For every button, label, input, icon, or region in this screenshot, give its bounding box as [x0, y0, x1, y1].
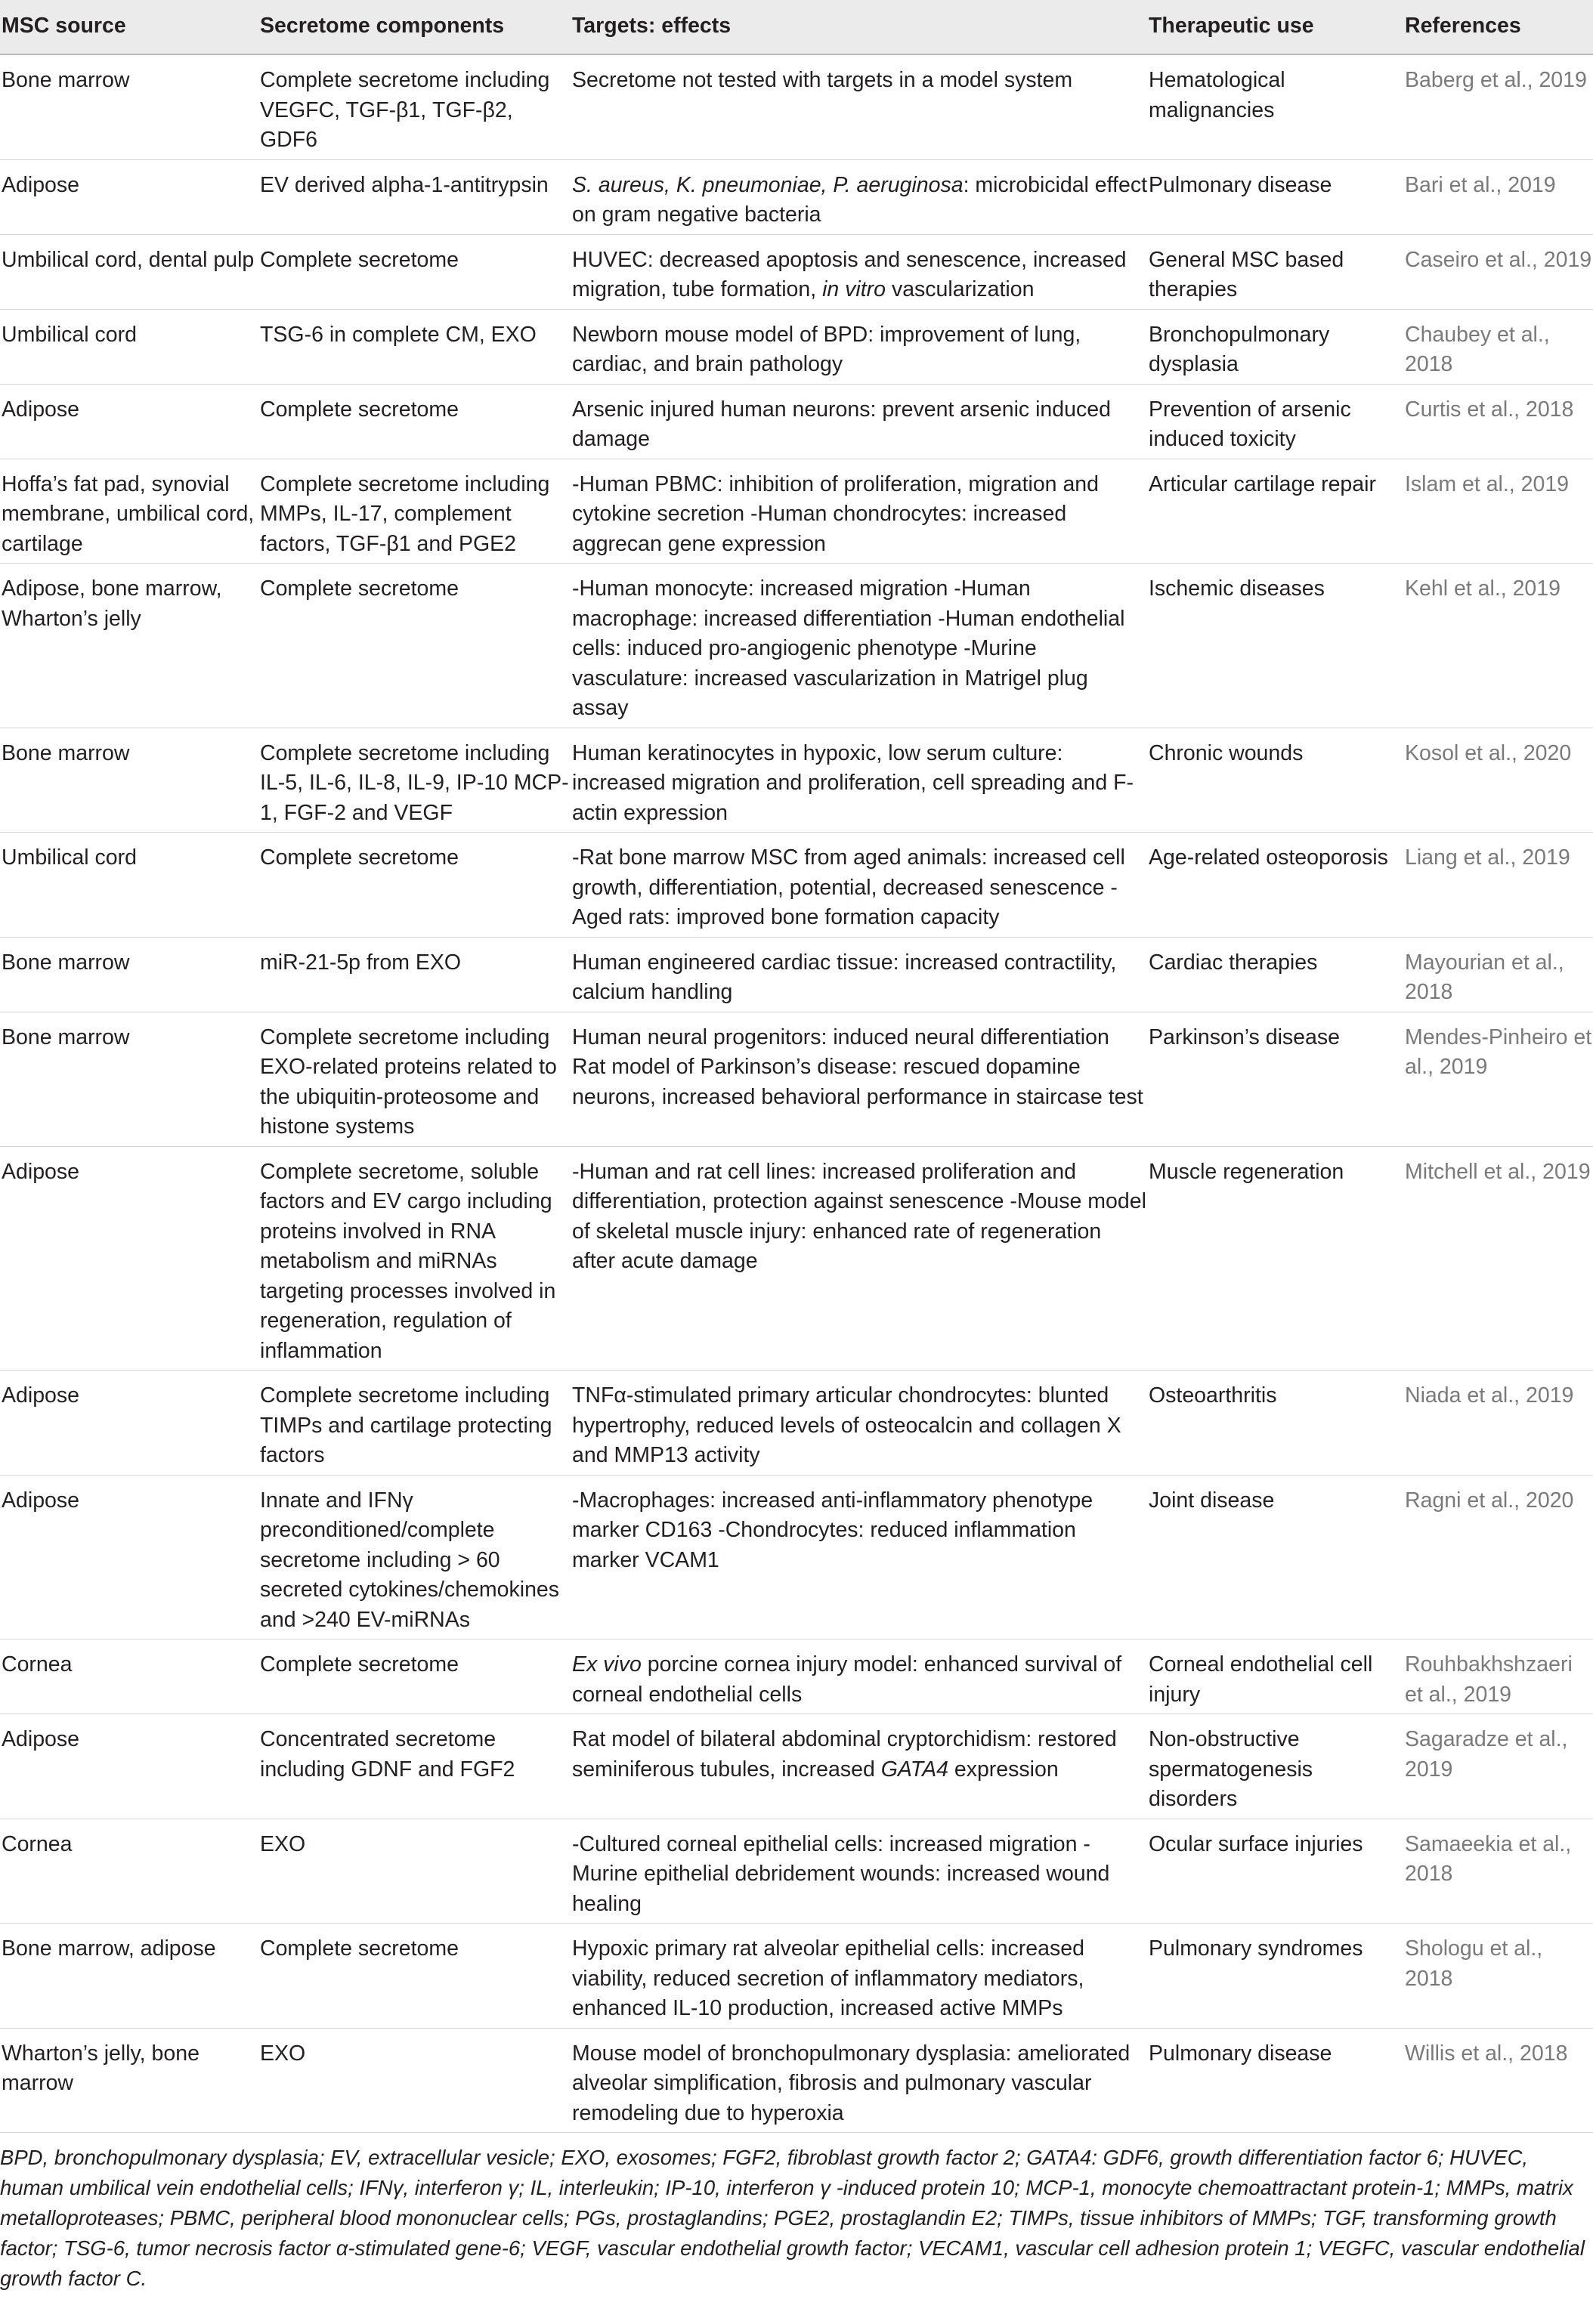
targets-text-end: vascularization	[886, 277, 1035, 301]
cell-targets-effects	[572, 309, 1149, 384]
cell-targets-effects	[572, 728, 1149, 833]
cell-secretome-components: EV derived alpha-1-antitrypsin	[260, 159, 572, 234]
targets-text: -Human monocyte: increased migration -Human macrophage: increased differentiation -Human endothelial cells: induced pro-angiogenic phenotype -Murine vasculature: increased vascularization in Matrigel plug assay	[572, 576, 1125, 720]
cell-secretome-components: Complete secretome including EXO-related proteins related to the ubiquitin-proteosome and histone systems	[260, 1012, 572, 1146]
cell-msc-source: Adipose, bone marrow, Wharton’s jelly	[0, 564, 260, 728]
cell-therapeutic-use: Corneal endothelial cell injury	[1149, 1639, 1405, 1714]
cell-therapeutic-use: Parkinson’s disease	[1149, 1012, 1405, 1146]
cell-therapeutic-use: Age-related osteoporosis	[1149, 833, 1405, 938]
cell-secretome-components: Complete secretome	[260, 564, 572, 728]
cell-therapeutic-use: Non-obstructive spermatogenesis disorders	[1149, 1714, 1405, 1819]
table-row	[0, 309, 1593, 384]
cell-therapeutic-use: Osteoarthritis	[1149, 1371, 1405, 1476]
cell-reference: Rouhbakhshzaeri et al., 2019	[1405, 1639, 1593, 1714]
table-row	[0, 833, 1593, 938]
cell-reference: Shologu et al., 2018	[1405, 1924, 1593, 2029]
cell-therapeutic-use: Pulmonary disease	[1149, 159, 1405, 234]
cell-targets-effects	[572, 54, 1149, 159]
cell-msc-source: Adipose	[0, 1475, 260, 1639]
table-row	[0, 1639, 1593, 1714]
targets-text: Secretome not tested with targets in a model system	[572, 68, 1073, 92]
cell-msc-source: Umbilical cord	[0, 309, 260, 384]
table-row	[0, 564, 1593, 728]
cell-targets-effects	[572, 937, 1149, 1012]
cell-secretome-components: Complete secretome including TIMPs and cartilage protecting factors	[260, 1371, 572, 1476]
targets-text: -Rat bone marrow MSC from aged animals: increased cell growth, differentiation, potential, decreased senescence -Aged rats: improved bone formation capacity	[572, 845, 1125, 929]
cell-targets-effects	[572, 1714, 1149, 1819]
table-row	[0, 1714, 1593, 1819]
table-row	[0, 1371, 1593, 1476]
cell-msc-source: Bone marrow	[0, 54, 260, 159]
cell-secretome-components: Innate and IFNγ preconditioned/complete secretome including > 60 secreted cytokines/chemokines and >240 EV-miRNAs	[260, 1475, 572, 1639]
cell-therapeutic-use: Pulmonary disease	[1149, 2028, 1405, 2133]
cell-reference: Mayourian et al., 2018	[1405, 937, 1593, 1012]
table-body	[0, 54, 1593, 2133]
header-therapeutic-use: Therapeutic use	[1149, 0, 1405, 54]
cell-reference: Mitchell et al., 2019	[1405, 1146, 1593, 1371]
cell-reference: Bari et al., 2019	[1405, 159, 1593, 234]
table-footnote: BPD, bronchopulmonary dysplasia; EV, extracellular vesicle; EXO, exosomes; FGF2, fibroblast growth factor 2; GATA4: GDF6, growth differentiation factor 6; HUVEC, human umbilical vein endothelial cells; IFNγ, interferon γ; IL, interleukin; IP-10, interferon γ -induced protein 10; MCP-1, monocyte chemoattractant protein-1; MMPs, matrix metalloproteases; PBMC, peripheral blood mononuclear cells; PGs, prostaglandins; PGE2, prostaglandin E2; TIMPs, tissue inhibitors of MMPs; TGF, transforming growth factor; TSG-6, tumor necrosis factor α-stimulated gene-6; VEGF, vascular endothelial growth factor; VECAM1, vascular cell adhesion protein 1; VEGFC, vascular endothelial growth factor C.	[0, 2146, 1585, 2290]
cell-reference: Caseiro et al., 2019	[1405, 234, 1593, 309]
targets-text: Mouse model of bronchopulmonary dysplasia: ameliorated alveolar simplification, fibrosis and pulmonary vascular remodeling due to hyperoxia	[572, 2041, 1131, 2125]
cell-therapeutic-use: Chronic wounds	[1149, 728, 1405, 833]
cell-targets-effects	[572, 2028, 1149, 2133]
cell-msc-source: Bone marrow	[0, 1012, 260, 1146]
cell-msc-source: Wharton’s jelly, bone marrow	[0, 2028, 260, 2133]
targets-text: porcine cornea injury model: enhanced survival of corneal endothelial cells	[572, 1652, 1122, 1707]
targets-text: TNFα-stimulated primary articular chondrocytes: blunted hypertrophy, reduced levels of osteocalcin and collagen X and MMP13 activity	[572, 1383, 1121, 1467]
table-row	[0, 459, 1593, 564]
header-msc-source: MSC source	[0, 0, 260, 54]
cell-reference: Kehl et al., 2019	[1405, 564, 1593, 728]
table-row	[0, 1146, 1593, 1371]
cell-targets-effects	[572, 833, 1149, 938]
cell-therapeutic-use: Hematological malignancies	[1149, 54, 1405, 159]
cell-msc-source: Bone marrow, adipose	[0, 1924, 260, 2029]
cell-msc-source: Hoffa’s fat pad, synovial membrane, umbilical cord, cartilage	[0, 459, 260, 564]
cell-reference: Kosol et al., 2020	[1405, 728, 1593, 833]
table-row	[0, 159, 1593, 234]
cell-reference: Samaeekia et al., 2018	[1405, 1819, 1593, 1924]
cell-targets-effects	[572, 1371, 1149, 1476]
targets-text: -Cultured corneal epithelial cells: increased migration -Murine epithelial debridement wounds: increased wound healing	[572, 1831, 1110, 1916]
targets-text: : microbicidal effect on gram negative bacteria	[572, 172, 1147, 227]
cell-therapeutic-use: Cardiac therapies	[1149, 937, 1405, 1012]
cell-secretome-components: Complete secretome	[260, 234, 572, 309]
cell-therapeutic-use: Pulmonary syndromes	[1149, 1924, 1405, 2029]
cell-msc-source: Cornea	[0, 1819, 260, 1924]
cell-reference: Baberg et al., 2019	[1405, 54, 1593, 159]
header-secretome-components: Secretome components	[260, 0, 572, 54]
cell-reference: Sagaradze et al., 2019	[1405, 1714, 1593, 1819]
cell-reference: Ragni et al., 2020	[1405, 1475, 1593, 1639]
cell-secretome-components: Complete secretome including VEGFC, TGF-β1, TGF-β2, GDF6	[260, 54, 572, 159]
cell-therapeutic-use: General MSC based therapies	[1149, 234, 1405, 309]
cell-msc-source: Cornea	[0, 1639, 260, 1714]
cell-secretome-components: Complete secretome including MMPs, IL-17, complement factors, TGF-β1 and PGE2	[260, 459, 572, 564]
cell-targets-effects	[572, 564, 1149, 728]
cell-targets-effects	[572, 1475, 1149, 1639]
cell-targets-effects	[572, 459, 1149, 564]
cell-targets-effects	[572, 234, 1149, 309]
cell-msc-source: Adipose	[0, 1714, 260, 1819]
cell-secretome-components: Complete secretome including IL-5, IL-6, IL-8, IL-9, IP-10 MCP-1, FGF-2 and VEGF	[260, 728, 572, 833]
targets-italic-text: S. aureus, K. pneumoniae, P. aeruginosa	[572, 172, 964, 197]
table-row	[0, 2028, 1593, 2133]
cell-msc-source: Adipose	[0, 384, 260, 459]
cell-secretome-components: Concentrated secretome including GDNF and FGF2	[260, 1714, 572, 1819]
cell-msc-source: Bone marrow	[0, 728, 260, 833]
cell-targets-effects	[572, 1924, 1149, 2029]
cell-therapeutic-use: Muscle regeneration	[1149, 1146, 1405, 1371]
cell-therapeutic-use: Prevention of arsenic induced toxicity	[1149, 384, 1405, 459]
table-row	[0, 234, 1593, 309]
targets-italic-text: GATA4	[880, 1757, 948, 1782]
cell-therapeutic-use: Articular cartilage repair	[1149, 459, 1405, 564]
cell-targets-effects	[572, 384, 1149, 459]
table-row	[0, 1924, 1593, 2029]
cell-targets-effects	[572, 1012, 1149, 1146]
targets-italic-text: in vitro	[822, 277, 886, 301]
cell-therapeutic-use: Bronchopulmonary dysplasia	[1149, 309, 1405, 384]
table-row	[0, 384, 1593, 459]
cell-secretome-components: Complete secretome	[260, 1924, 572, 2029]
table-row	[0, 1475, 1593, 1639]
cell-reference: Islam et al., 2019	[1405, 459, 1593, 564]
targets-text: -Human PBMC: inhibition of proliferation, migration and cytokine secretion -Human chondrocytes: increased aggrecan gene expression	[572, 471, 1099, 556]
targets-text: Newborn mouse model of BPD: improvement of lung, cardiac, and brain pathology	[572, 322, 1081, 376]
targets-text: Rat model of bilateral abdominal cryptorchidism: restored seminiferous tubules, increased	[572, 1727, 1117, 1782]
header-row	[0, 0, 1593, 54]
targets-text: HUVEC: decreased apoptosis and senescence, increased migration, tube formation,	[572, 247, 1127, 301]
cell-therapeutic-use: Ocular surface injuries	[1149, 1819, 1405, 1924]
cell-reference: Mendes-Pinheiro et al., 2019	[1405, 1012, 1593, 1146]
cell-secretome-components: EXO	[260, 1819, 572, 1924]
cell-msc-source: Bone marrow	[0, 937, 260, 1012]
cell-reference: Willis et al., 2018	[1405, 2028, 1593, 2133]
table-row	[0, 1012, 1593, 1146]
cell-msc-source: Umbilical cord	[0, 833, 260, 938]
cell-secretome-components: Complete secretome	[260, 384, 572, 459]
cell-targets-effects	[572, 1146, 1149, 1371]
targets-italic-text: Ex vivo	[572, 1652, 642, 1677]
cell-reference: Liang et al., 2019	[1405, 833, 1593, 938]
cell-msc-source: Adipose	[0, 159, 260, 234]
cell-reference: Curtis et al., 2018	[1405, 384, 1593, 459]
cell-secretome-components: TSG-6 in complete CM, EXO	[260, 309, 572, 384]
cell-msc-source: Adipose	[0, 1146, 260, 1371]
targets-text: Hypoxic primary rat alveolar epithelial cells: increased viability, reduced secretion of inflammatory mediators, enhanced IL-10 production, increased active MMPs	[572, 1936, 1084, 2020]
targets-text: Human engineered cardiac tissue: increased contractility, calcium handling	[572, 950, 1117, 1004]
cell-secretome-components: Complete secretome	[260, 833, 572, 938]
targets-text: Arsenic injured human neurons: prevent arsenic induced damage	[572, 397, 1111, 451]
cell-targets-effects	[572, 1639, 1149, 1714]
cell-secretome-components: Complete secretome	[260, 1639, 572, 1714]
cell-secretome-components: EXO	[260, 2028, 572, 2133]
table-row	[0, 1819, 1593, 1924]
targets-text-end: expression	[948, 1757, 1059, 1782]
cell-secretome-components: Complete secretome, soluble factors and EV cargo including proteins involved in RNA metabolism and miRNAs targeting processes involved in regeneration, regulation of inflammation	[260, 1146, 572, 1371]
header-targets-effects: Targets: effects	[572, 0, 1149, 54]
targets-text: -Human and rat cell lines: increased proliferation and differentiation, protection against senescence -Mouse model of skeletal muscle injury: enhanced rate of regeneration after acute damage	[572, 1159, 1146, 1273]
cell-msc-source: Umbilical cord, dental pulp	[0, 234, 260, 309]
cell-reference: Chaubey et al., 2018	[1405, 309, 1593, 384]
cell-therapeutic-use: Joint disease	[1149, 1475, 1405, 1639]
targets-text: -Macrophages: increased anti-inflammatory phenotype marker CD163 -Chondrocytes: reduced inflammation marker VCAM1	[572, 1488, 1093, 1572]
table-row	[0, 54, 1593, 159]
targets-text: Human keratinocytes in hypoxic, low serum culture: increased migration and proliferation, cell spreading and F-actin expression	[572, 740, 1134, 825]
targets-text: Human neural progenitors: induced neural differentiation Rat model of Parkinson’s disease: rescued dopamine neurons, increased behavioral performance in staircase test	[572, 1024, 1143, 1109]
cell-targets-effects	[572, 1819, 1149, 1924]
cell-msc-source: Adipose	[0, 1371, 260, 1476]
cell-targets-effects	[572, 159, 1149, 234]
cell-reference: Niada et al., 2019	[1405, 1371, 1593, 1476]
cell-therapeutic-use: Ischemic diseases	[1149, 564, 1405, 728]
table-row	[0, 728, 1593, 833]
table-header	[0, 0, 1593, 54]
table-row	[0, 937, 1593, 1012]
cell-secretome-components: miR-21-5p from EXO	[260, 937, 572, 1012]
header-references: References	[1405, 0, 1593, 54]
